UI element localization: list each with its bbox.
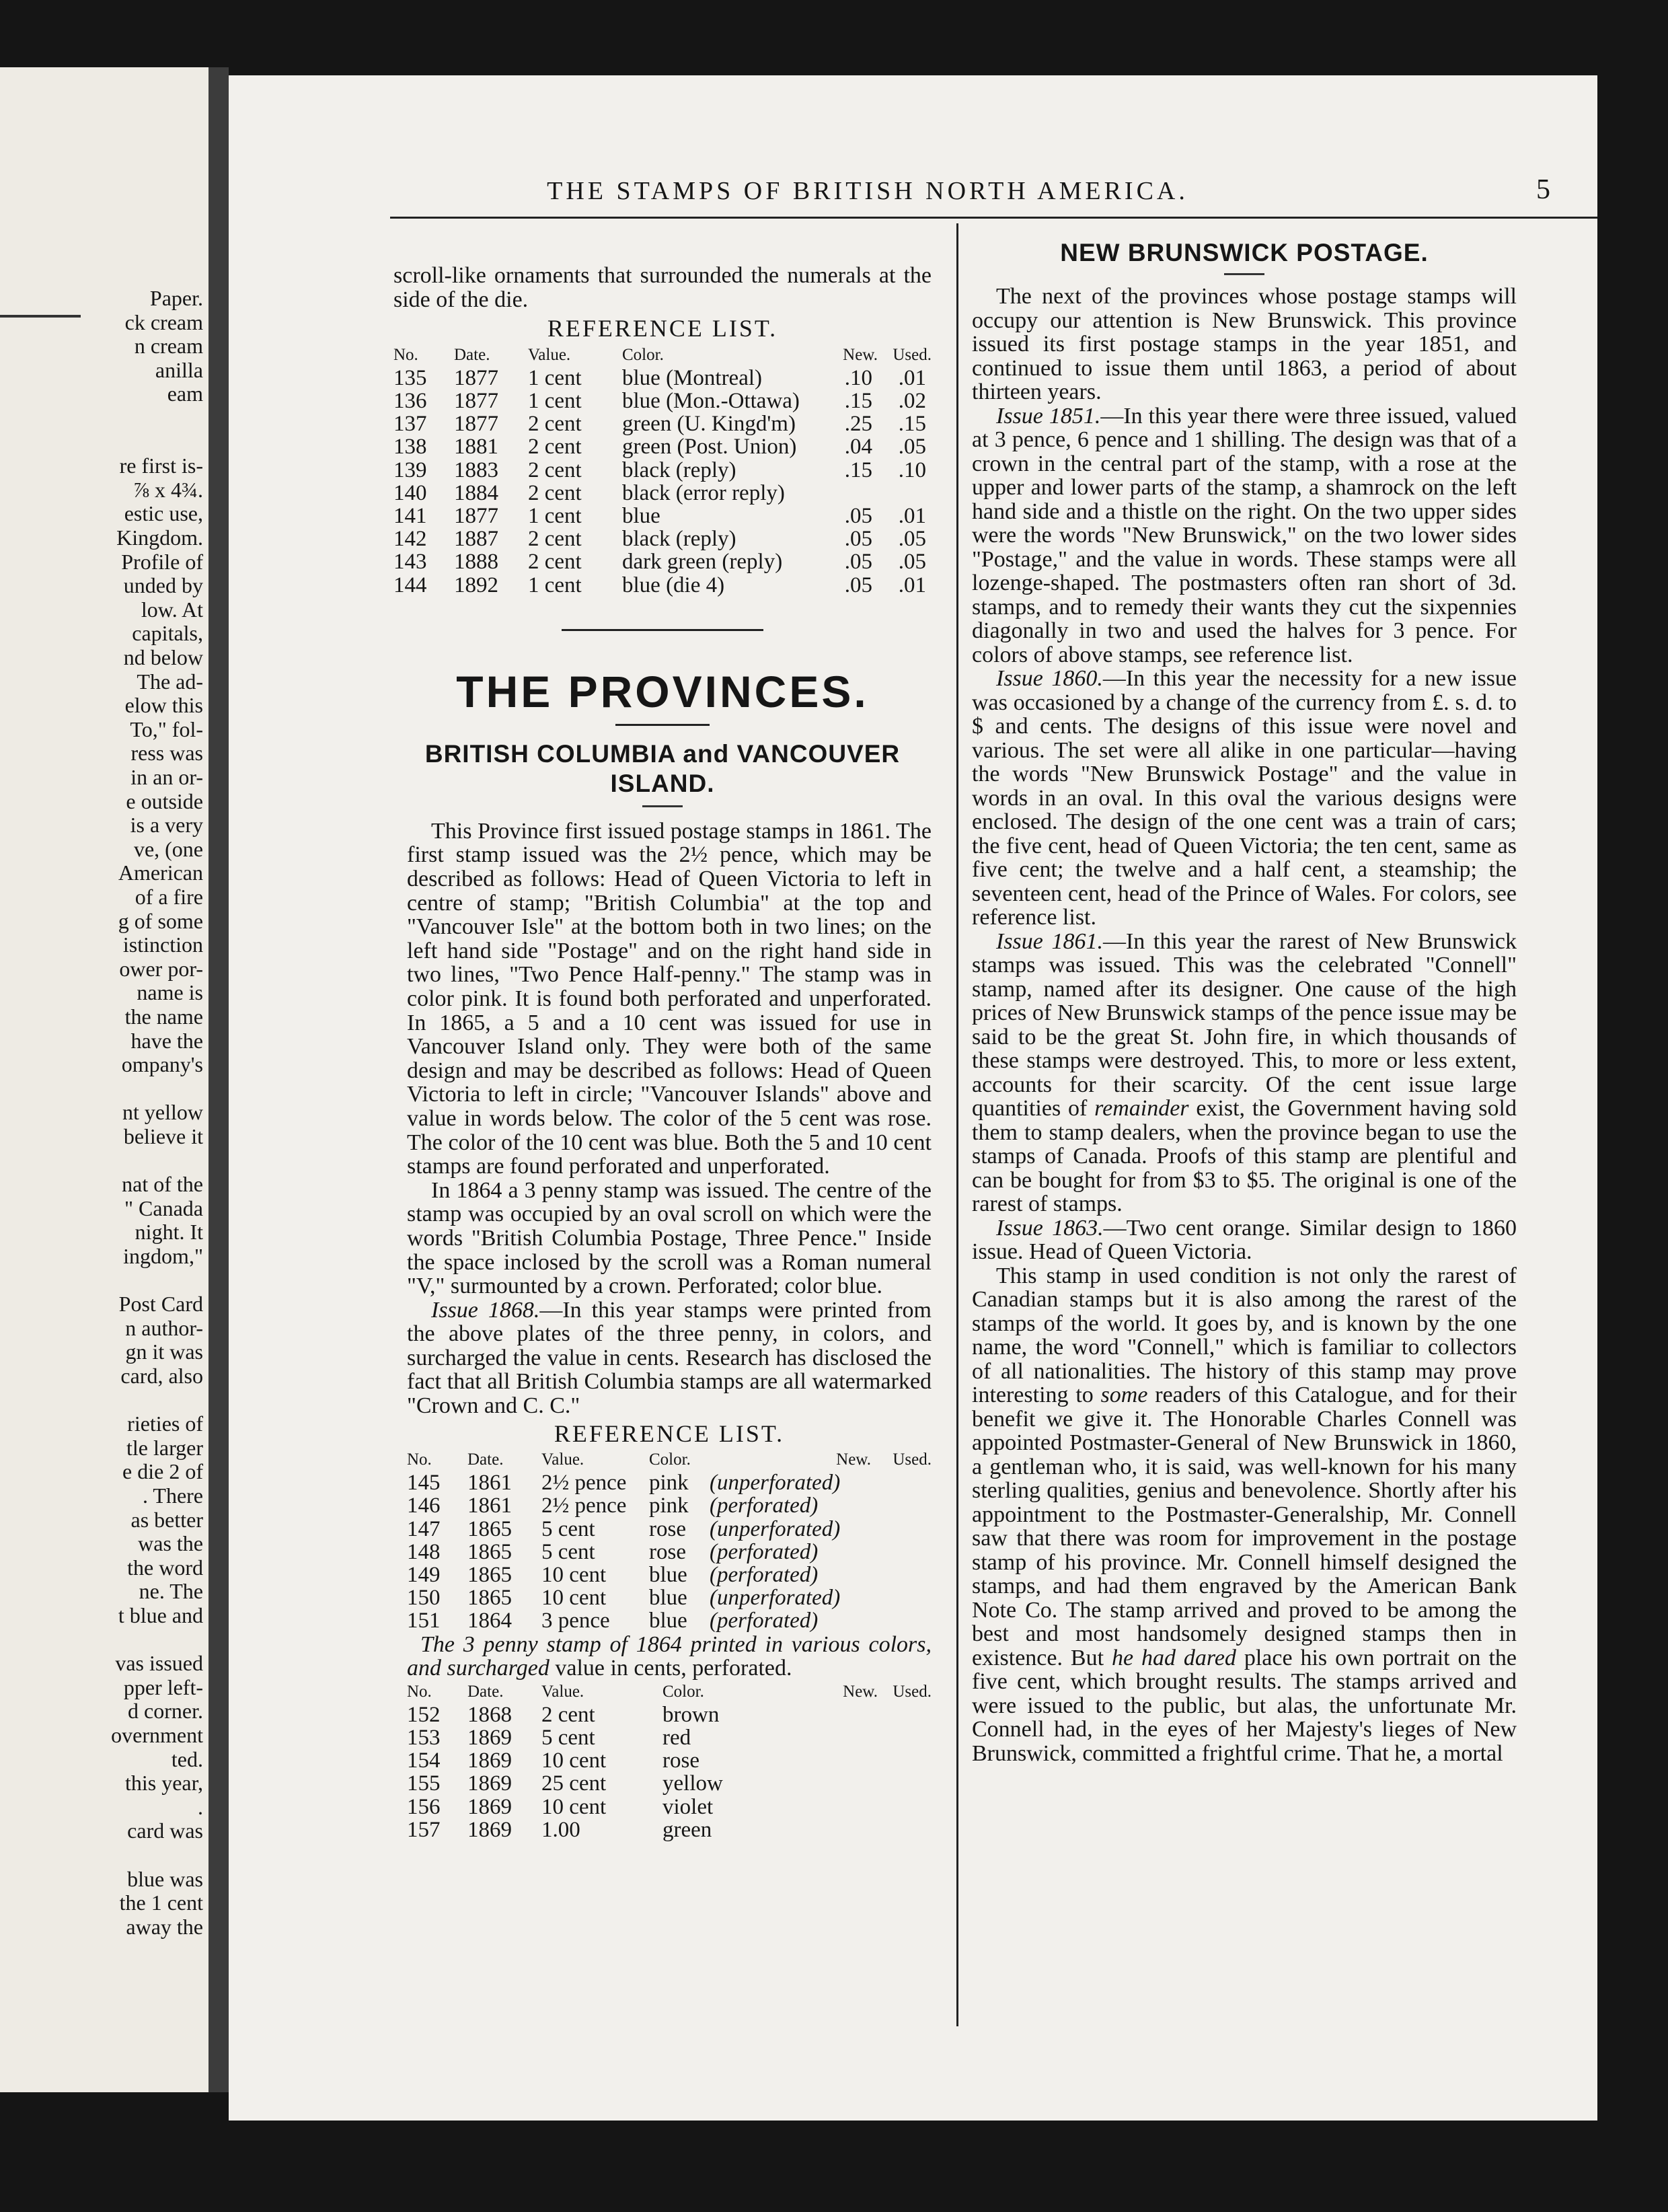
previous-page-line: ve, (one — [133, 836, 203, 861]
table-cell: 139 — [393, 457, 427, 482]
table-cell: 25 cent — [541, 1771, 607, 1796]
table-cell: 1877 — [454, 412, 498, 437]
table-cell: 153 — [407, 1726, 441, 1750]
previous-page-line: . There — [142, 1483, 203, 1508]
perforation-note: (perforated) — [710, 1609, 819, 1633]
previous-page-rule — [0, 315, 81, 318]
table-cell: 148 — [407, 1539, 441, 1564]
previous-page-fragment — [0, 67, 211, 2092]
table-cell: .25 — [844, 412, 872, 437]
previous-page-line: the 1 cent — [119, 1890, 203, 1915]
previous-page-line: ompany's — [121, 1052, 203, 1077]
table-cell: rose — [649, 1539, 686, 1564]
previous-page-line: ne. The — [139, 1579, 203, 1604]
table-cell: blue — [649, 1609, 687, 1633]
table-cell: brown — [662, 1702, 720, 1727]
column-header: New. — [836, 1450, 871, 1469]
running-header: THE STAMPS OF BRITISH NORTH AMERICA. — [547, 177, 1188, 205]
table-cell: 143 — [393, 550, 427, 575]
nb-paragraph-6-text-a: This stamp in used condition is not only the rarest of Canadian stamps but it is also among the rarest of the stamps of the world. It goes by, and is known by the one name, the word "Connell," which is familiar to collectors of all nationalities. The history of this stamp may prove interesting to — [972, 1263, 1517, 1407]
table-cell: 5 cent — [541, 1516, 595, 1541]
column-header: No. — [407, 1682, 432, 1701]
previous-page-line: this year, — [124, 1771, 203, 1796]
nb-paragraph-4-text-b: exist, the Government having sold them to stamp dealers, when the province began to use the stamps of Canada. Proofs of this stamp are plentiful and can be bought for from $3 to $5. The original is one of the rarest of stamps. — [972, 1096, 1517, 1216]
table-row — [393, 482, 932, 505]
table-cell: 10 cent — [541, 1563, 607, 1588]
table-row — [407, 1726, 932, 1749]
table-row — [393, 550, 932, 573]
previous-page-line: . — [198, 1794, 203, 1819]
table-cell: 1865 — [467, 1586, 512, 1611]
previous-page-line: name is — [137, 980, 203, 1005]
column-header: Value. — [528, 345, 571, 364]
surcharge-note-rest: value in cents, perforated. — [549, 1656, 792, 1681]
table-cell: 1 cent — [528, 573, 582, 597]
table-header-row — [407, 1681, 932, 1703]
table-cell: 141 — [393, 504, 427, 528]
table-cell: 154 — [407, 1748, 441, 1773]
page-number: 5 — [1536, 174, 1550, 205]
previous-page-line: Kingdom. — [116, 525, 203, 550]
table-cell: .15 — [898, 412, 926, 437]
table-cell: 1884 — [454, 480, 498, 505]
table-cell: 1 cent — [528, 388, 582, 413]
table-cell: black (reply) — [622, 527, 736, 552]
table-cell — [824, 482, 878, 505]
bc-paragraph-3 — [407, 1298, 932, 1418]
page — [229, 75, 1597, 2121]
table-cell: 1865 — [467, 1563, 512, 1588]
table-cell: 2½ pence — [541, 1494, 627, 1518]
nb-paragraph-4 — [972, 930, 1517, 1216]
nb-paragraph-6-italic-2: he had dared — [1111, 1645, 1236, 1670]
table-cell: .01 — [898, 365, 926, 390]
surcharge-note — [407, 1633, 932, 1681]
nb-paragraph-5-text: —Two cent orange. Similar design to 1860 issue. Head of Queen Victoria. — [972, 1215, 1517, 1264]
table-cell: 2 cent — [528, 527, 582, 552]
nb-paragraph-4-text-a: —In this year the rarest of New Brunswick stamps was issued. This was the celebrated "Connell" stamp, named after its designer. One cause of the high prices of New Brunswick stamps of the pence issue may be said to be the great St. John fire, in which thousands of these stamps were destroyed. This, to more or less extent, accounts for their scarcity. Of the cent issue large quantities of — [972, 928, 1517, 1121]
table-cell: 1883 — [454, 457, 498, 482]
left-column — [393, 264, 932, 1841]
table-cell: blue (Montreal) — [622, 365, 763, 390]
table-row — [407, 1471, 932, 1494]
table-cell: .05 — [898, 435, 926, 459]
table-row — [407, 1772, 932, 1795]
nb-title-rule — [1224, 273, 1264, 275]
table-row — [393, 412, 932, 435]
previous-page-line: away the — [126, 1914, 203, 1939]
column-header: Color. — [622, 345, 664, 364]
previous-page-line: pper left- — [123, 1674, 203, 1699]
bc-paragraph-2: In 1864 a 3 penny stamp was issued. The centre of the stamp was occupied by an oval scroll on which were the words "British Columbia Postage, Three Pence." Inside the space inclosed by the scroll was a Roman numeral "V," surmounted by a crown. Perforated; color blue. — [407, 1177, 932, 1299]
table-cell: .05 — [844, 550, 872, 575]
previous-page-line: capitals, — [132, 621, 203, 646]
previous-page-line: card, also — [120, 1364, 203, 1388]
table-cell: green (U. Kingd'm) — [622, 412, 796, 437]
table-cell: black (reply) — [622, 457, 736, 482]
right-column — [972, 237, 1517, 1765]
column-rule — [956, 223, 958, 2026]
table-row — [393, 367, 932, 390]
table-cell: 1881 — [454, 435, 498, 459]
previous-page-line: believe it — [123, 1124, 203, 1148]
column-header: Used. — [893, 1682, 932, 1701]
table-cell: 10 cent — [541, 1794, 607, 1819]
table-row — [407, 1541, 932, 1563]
table-cell: blue (die 4) — [622, 573, 725, 597]
table-cell: .10 — [844, 365, 872, 390]
table-cell: 145 — [407, 1471, 441, 1496]
table-cell: 2 cent — [541, 1702, 595, 1727]
issue-label: Issue 1861. — [996, 928, 1103, 954]
table-cell: 2 cent — [528, 457, 582, 482]
table-cell: 152 — [407, 1702, 441, 1727]
reference-table-2 — [407, 1448, 932, 1632]
table-cell: .05 — [844, 573, 872, 597]
perforation-note: (perforated) — [710, 1539, 819, 1564]
nb-paragraph-4-italic: remainder — [1094, 1096, 1189, 1121]
table-cell: 3 pence — [541, 1609, 610, 1633]
table-cell: .05 — [844, 504, 872, 528]
previous-page-line: Paper. — [149, 286, 203, 310]
nb-paragraph-6-text-b: readers of this Catalogue, and for their benefit we give it. The Honorable Charles Connell was appointed Postmaster-General of New Brunswick in 1860, a gentleman who, it is said, was well-known for his many sterling qualities, genius and benevolence. Shortly after his appointment to the Postmaster-Generalship, Mr. Connell saw that there was room for improvement in the postage stamp of his province. Mr. Connell himself designed the stamps, and had them engraved by the American Bank Note Co. The stamp arrived and proved to be among the best and most handsomely designed stamps then in existence. But — [972, 1382, 1517, 1670]
table-cell: 1861 — [467, 1471, 512, 1496]
table-cell — [710, 1494, 871, 1517]
perforation-note: (unperforated) — [710, 1516, 841, 1541]
issue-label: Issue 1851. — [996, 403, 1101, 429]
table-cell: 1 cent — [528, 504, 582, 528]
previous-page-line: in an or- — [130, 765, 203, 789]
previous-page-line: nat of the — [122, 1172, 203, 1197]
previous-page-line: e outside — [126, 788, 203, 813]
table-cell: 151 — [407, 1609, 441, 1633]
previous-page-line: ingdom," — [123, 1244, 203, 1268]
column-header: New. — [843, 345, 878, 364]
previous-page-line: g of some — [118, 908, 203, 933]
table-cell: 1877 — [454, 388, 498, 413]
nb-paragraph-5 — [972, 1216, 1517, 1264]
table-cell: 147 — [407, 1516, 441, 1541]
table-cell: blue — [649, 1563, 687, 1588]
column-header: Date. — [467, 1682, 504, 1701]
table-cell: yellow — [662, 1771, 723, 1796]
table-cell: 2 cent — [528, 480, 582, 505]
column-header: Used. — [893, 1450, 932, 1469]
table-cell: rose — [662, 1748, 699, 1773]
previous-page-line: rieties of — [127, 1411, 203, 1436]
column-header: No. — [393, 345, 418, 364]
table-row — [407, 1796, 932, 1818]
column-header: Used. — [893, 345, 932, 364]
table-cell: 1869 — [467, 1817, 512, 1842]
previous-page-line: ⅞ x 4¾. — [133, 477, 203, 502]
perforation-note: (unperforated) — [710, 1586, 841, 1611]
table-row — [393, 527, 932, 550]
table-cell: 1892 — [454, 573, 498, 597]
table-cell: .04 — [844, 435, 872, 459]
table-cell: 1869 — [467, 1771, 512, 1796]
table-row — [407, 1818, 932, 1841]
previous-page-line: have the — [130, 1028, 203, 1053]
previous-page-line: as better — [130, 1507, 203, 1532]
nb-paragraph-1: The next of the provinces whose postage stamps will occupy our attention is New Brunswick. This province issued its first postage stamps in the year 1851, and continued to issue them until 1863, a period of about thirteen years. — [972, 284, 1517, 404]
table-cell — [710, 1586, 871, 1609]
table-cell — [710, 1563, 871, 1586]
table-cell: 1868 — [467, 1702, 512, 1727]
table-cell: 1865 — [467, 1516, 512, 1541]
table-cell: 137 — [393, 412, 427, 437]
previous-page-line: blue was — [127, 1866, 203, 1891]
table-cell: 1887 — [454, 527, 498, 552]
table-cell: 5 cent — [541, 1539, 595, 1564]
previous-page-line: t blue and — [118, 1603, 203, 1627]
table-cell: 135 — [393, 365, 427, 390]
perforation-note: (perforated) — [710, 1563, 819, 1588]
previous-page-line: elow this — [124, 693, 203, 718]
table-cell: 1861 — [467, 1494, 512, 1518]
table-cell: .01 — [898, 573, 926, 597]
book-gutter — [208, 67, 229, 2092]
table-cell: .05 — [898, 527, 926, 552]
table-cell — [710, 1541, 871, 1563]
table-cell: 1.00 — [541, 1817, 580, 1842]
nb-paragraph-2-text: —In this year there were three issued, valued at 3 pence, 6 pence and 1 shilling. The design was that of a crown in the central part of the stamp, with a rose at the upper and lower parts of the stamp, a shamrock on the left hand side and a thistle on the right. On the two upper sides were the words "New Brunswick," on the two lower sides "Postage," and the value in words. These stamps were all lozenge-shaped. The postmasters often ran short of 3d. stamps, and to remedy their wants they cut the sixpennies diagonally in two and used the halves for 3 pence. For colors of above stamps, see reference list. — [972, 403, 1517, 667]
table-cell: blue (Mon.-Ottawa) — [622, 388, 800, 413]
table-cell: .02 — [898, 388, 926, 413]
column-header: New. — [843, 1682, 878, 1701]
previous-page-line: ted. — [171, 1746, 203, 1771]
previous-page-line: Post Card — [118, 1292, 203, 1317]
previous-page-line: night. It — [135, 1220, 203, 1245]
table-cell: blue — [649, 1586, 687, 1611]
table-cell: 1877 — [454, 504, 498, 528]
provinces-title: THE PROVINCES. — [456, 666, 869, 716]
previous-page-line: is a very — [130, 813, 203, 838]
table-cell: 2½ pence — [541, 1471, 627, 1496]
table-cell: 142 — [393, 527, 427, 552]
table-row — [407, 1518, 932, 1541]
table-cell: .05 — [844, 527, 872, 552]
previous-page-line: istinction — [122, 932, 203, 957]
table-row — [407, 1586, 932, 1609]
previous-page-line: estic use, — [124, 501, 203, 526]
previous-page-line: d corner. — [128, 1699, 203, 1724]
bc-body — [393, 819, 932, 1841]
section-divider — [562, 629, 763, 631]
table-cell: 138 — [393, 435, 427, 459]
table-cell: 10 cent — [541, 1748, 607, 1773]
table-cell: 155 — [407, 1771, 441, 1796]
previous-page-line: ress was — [130, 741, 203, 766]
table-cell: green (Post. Union) — [622, 435, 797, 459]
table-cell: 1865 — [467, 1539, 512, 1564]
table-cell: 136 — [393, 388, 427, 413]
table-cell: 1864 — [467, 1609, 512, 1633]
previous-page-line: unded by — [123, 573, 203, 598]
table-cell: 1869 — [467, 1748, 512, 1773]
table-cell: green — [662, 1817, 712, 1842]
previous-page-line: The ad- — [137, 669, 203, 694]
previous-page-line: was the — [138, 1531, 203, 1556]
table-cell: violet — [662, 1794, 714, 1819]
previous-page-line: vas issued — [115, 1651, 203, 1676]
previous-page-line: nt yellow — [122, 1100, 203, 1125]
reference-list-title-2: REFERENCE LIST. — [554, 1420, 785, 1447]
bc-paragraph-3-text: —In this year stamps were printed from the above plates of the three penny, in colors, and surcharged the value in cents. Research has disclosed the fact that all British Columbia stamps are all watermarked "Crown and C. C." — [407, 1297, 932, 1419]
perforation-note: (unperforated) — [710, 1471, 841, 1496]
nb-title: NEW BRUNSWICK POSTAGE. — [1060, 239, 1429, 266]
previous-page-line: card was — [127, 1818, 203, 1843]
table-cell: 149 — [407, 1563, 441, 1588]
table-row — [407, 1494, 932, 1517]
issue-label: Issue 1868. — [431, 1297, 540, 1323]
table-cell: 10 cent — [541, 1586, 607, 1611]
previous-page-line: To," fol- — [130, 716, 203, 741]
previous-page-line: low. At — [141, 597, 203, 622]
table-cell: 1869 — [467, 1726, 512, 1750]
table-cell: pink — [649, 1494, 689, 1518]
table-cell: rose — [649, 1516, 686, 1541]
previous-page-line: overnment — [111, 1723, 203, 1747]
table-cell — [710, 1609, 871, 1632]
nb-paragraph-6-text-c: place his own portrait on the five cent, which brought results. The stamps arrived and were issued to the public, but alas, the unfortunate Mr. Connell had, in the eyes of her Majesty's lieges of New Brunswick, committed a frightful crime. That he, a mortal — [972, 1645, 1517, 1766]
previous-page-line: the word — [127, 1555, 203, 1580]
nb-paragraph-3-text: —In this year the necessity for a new issue was occasioned by a change of the currency from £. s. d. to $ and cents. The designs of this issue were novel and various. The set were all alike in one particular—having the words "New Brunswick Postage" and the value in words in an oval. In this oval the various designs were enclosed. The design of the one cent was a train of cars; the five cent, head of Queen Victoria; the ten cent, same as five cent; the twelve and a half cent, a steamship; the seventeen cent, head of the Prince of Wales. For colors, see reference list. — [972, 666, 1517, 930]
table-cell: .01 — [898, 504, 926, 528]
table-cell: 5 cent — [541, 1726, 595, 1750]
previous-page-line: tle larger — [126, 1435, 203, 1460]
table-row — [393, 505, 932, 527]
previous-page-line: ower por- — [119, 956, 203, 981]
column-header: Date. — [454, 345, 490, 364]
table-cell: pink — [649, 1471, 689, 1496]
subtitle-rule — [642, 805, 683, 807]
table-row — [393, 574, 932, 597]
table-cell: 146 — [407, 1494, 441, 1518]
table-cell: 2 cent — [528, 412, 582, 437]
previous-page-line: anilla — [155, 357, 203, 382]
table-cell: 144 — [393, 573, 427, 597]
nb-paragraph-2 — [972, 404, 1517, 667]
previous-page-line: " Canada — [124, 1195, 203, 1220]
previous-page-line: re first is- — [119, 453, 203, 478]
issue-label: Issue 1863. — [996, 1215, 1104, 1241]
previous-page-line: of a fire — [135, 885, 203, 909]
table-cell: 156 — [407, 1794, 441, 1819]
bc-paragraph-1: This Province first issued postage stamps in 1861. The first stamp issued was the 2½ pence, which may be described as follows: Head of Queen Victoria to left in centre of stamp; "British Columbia" at the top and "Vancouver Isle" at the bottom both in two lines; on the left hand side "Postage" and on the right hand side in two lines, "Two Pence Half-penny." The stamp was in color pink. It is found both perforated and unperforated. In 1865, a 5 and a 10 cent was issued for use in Vancouver Island only. They were both of the same design and may be described as follows: Head of Queen Victoria to left in circle; "Vancouver Islands" above and value in words below. The color of the 5 cent was rose. The color of the 10 cent was blue. Both the 5 and 10 cent stamps are found perforated and unperforated. — [407, 818, 932, 1179]
bc-title: BRITISH COLUMBIA and VANCOUVER ISLAND. — [424, 739, 901, 797]
previous-page-line: n author- — [125, 1315, 203, 1340]
header-rule — [390, 217, 1597, 219]
reference-table-3 — [407, 1681, 932, 1841]
table-row — [407, 1703, 932, 1726]
table-cell: .15 — [844, 388, 872, 413]
nb-paragraph-6-italic: some — [1100, 1382, 1148, 1407]
previous-page-line: American — [118, 860, 203, 885]
column-header: Value. — [541, 1682, 584, 1701]
table-cell: 2 cent — [528, 435, 582, 459]
surcharge-note-italic: The 3 penny stamp of 1864 printed in various colors, and surcharged — [407, 1631, 932, 1681]
table-cell — [878, 482, 932, 505]
previous-page-line: n cream — [134, 334, 203, 359]
table-cell: 1869 — [467, 1794, 512, 1819]
table-cell: .05 — [898, 550, 926, 575]
table-cell: 157 — [407, 1817, 441, 1842]
previous-page-line: gn it was — [125, 1339, 203, 1364]
perforation-note: (perforated) — [710, 1494, 819, 1518]
column-header: Date. — [467, 1450, 504, 1469]
table-cell — [710, 1518, 871, 1541]
nb-paragraph-6 — [972, 1264, 1517, 1766]
reference-table-1 — [393, 344, 932, 597]
previous-page-line: ck cream — [124, 309, 203, 334]
table-row — [393, 390, 932, 412]
previous-page-line: e die 2 of — [122, 1459, 203, 1484]
table-row — [407, 1609, 932, 1632]
table-cell: 1 cent — [528, 365, 582, 390]
intro-paragraph: scroll-like ornaments that surrounded the numerals at the side of the die. — [393, 263, 932, 312]
column-header: Value. — [541, 1450, 584, 1469]
table-header-row — [393, 344, 932, 367]
previous-page-line: the name — [124, 1004, 203, 1029]
nb-paragraph-3 — [972, 667, 1517, 930]
previous-page-line: eam — [167, 381, 203, 406]
column-header: Color. — [649, 1450, 691, 1469]
table-cell: dark green (reply) — [622, 550, 783, 575]
table-row — [407, 1749, 932, 1772]
table-cell: .15 — [844, 457, 872, 482]
issue-label: Issue 1860. — [996, 666, 1103, 691]
table-row — [393, 435, 932, 458]
table-row — [407, 1563, 932, 1586]
table-header-row — [407, 1448, 932, 1471]
table-cell: 1877 — [454, 365, 498, 390]
table-row — [393, 459, 932, 482]
table-cell: red — [662, 1726, 691, 1750]
table-cell: .10 — [898, 457, 926, 482]
title-underline — [615, 724, 710, 726]
previous-page-line: Profile of — [121, 549, 203, 574]
column-header: No. — [407, 1450, 432, 1469]
table-cell — [710, 1471, 871, 1494]
table-cell: black (error reply) — [622, 480, 785, 505]
reference-list-title: REFERENCE LIST. — [547, 315, 778, 342]
table-cell: blue — [622, 504, 660, 528]
table-cell: 140 — [393, 480, 427, 505]
column-header: Color. — [662, 1682, 704, 1701]
table-cell: 150 — [407, 1586, 441, 1611]
previous-page-line: nd below — [123, 645, 203, 669]
table-cell: 1888 — [454, 550, 498, 575]
table-cell: 2 cent — [528, 550, 582, 575]
